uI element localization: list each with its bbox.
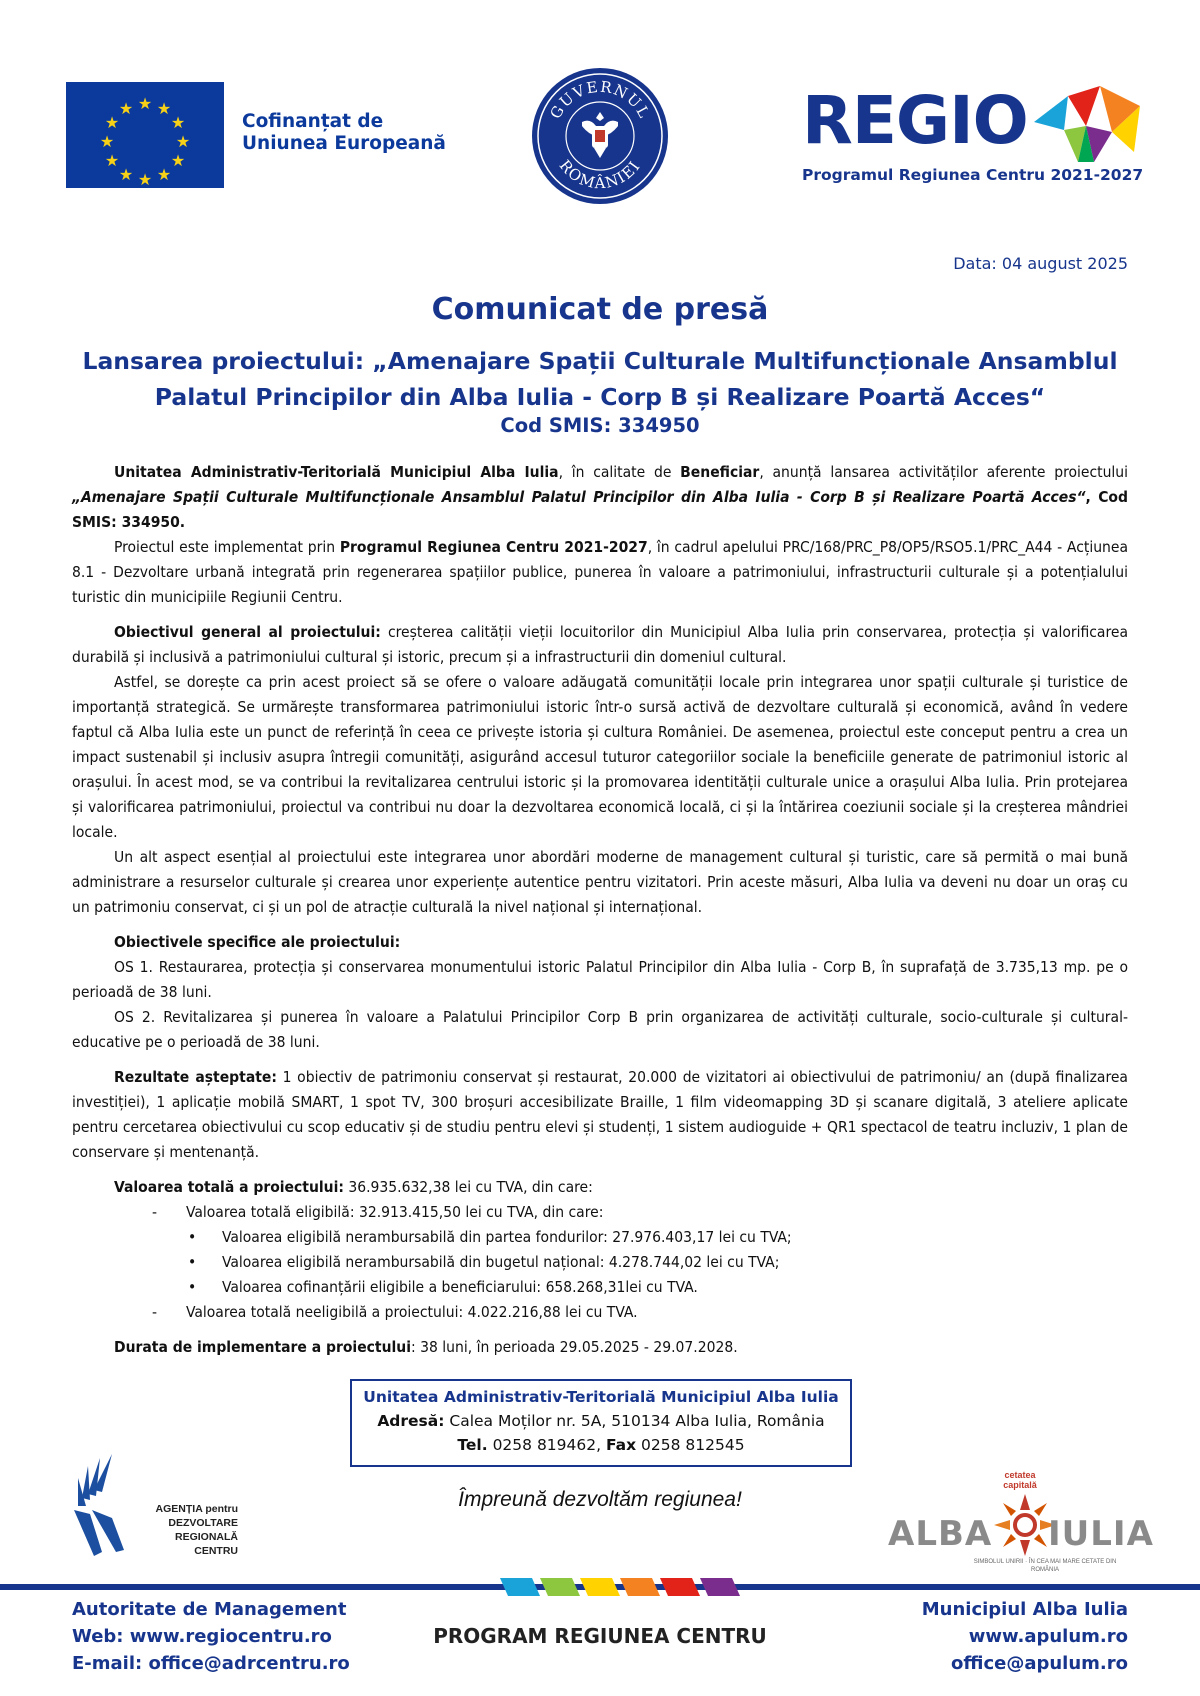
- adr-line4: CENTRU: [194, 1545, 238, 1557]
- cofinancing-value: Valoarea cofinanțării eligibile a beneficiarului: 658.268,31lei cu TVA.: [222, 1278, 698, 1296]
- svg-text:★: ★: [137, 170, 153, 188]
- footer-municipality-name: Municipiul Alba Iulia: [921, 1599, 1128, 1620]
- text-run: : 38 luni, în perioada 29.05.2025 - 29.07.2028.: [411, 1338, 738, 1356]
- contact-box: [350, 1379, 852, 1467]
- footer-municipality-email[interactable]: office@apulum.ro: [951, 1653, 1128, 1674]
- adr-line2: DEZVOLTARE: [168, 1517, 238, 1529]
- regio-logo: [802, 82, 1144, 196]
- eu-flag: [66, 82, 224, 188]
- text-run: Proiectul este implementat prin: [114, 538, 340, 556]
- contact-phone: [352, 1433, 850, 1457]
- eligible-value: Valoarea totală eligibilă: 32.913.415,50 lei cu TVA, din care:: [186, 1203, 604, 1221]
- footer-municipality-web[interactable]: www.apulum.ro: [968, 1626, 1128, 1647]
- paragraph-total-value: [72, 1175, 1128, 1200]
- fax-label: Fax: [605, 1436, 637, 1454]
- footer-stripe: [0, 1578, 1200, 1596]
- project-title-line1: Lansarea proiectului: „Amenajare Spații Culturale Multifuncționale Ansamblul: [82, 347, 1118, 375]
- fax-value: 0258 812545: [636, 1436, 745, 1454]
- text-run: creșterea calității vieții locuitorilor din Municipiul Alba Iulia prin conservarea, protecția și valorificarea durabilă și inclusivă a patrimoniului cultural și istoric, precum și a infrastructurii din domeniul cultural.: [72, 623, 1128, 666]
- bullet-marker: •: [188, 1228, 197, 1246]
- footer-municipality: [808, 1596, 1128, 1677]
- program-name: Programul Regiunea Centru 2021-2027: [339, 538, 648, 556]
- footer-web-link[interactable]: Web: www.regiocentru.ro: [72, 1626, 332, 1647]
- list-item: [72, 1225, 1128, 1250]
- svg-text:★: ★: [118, 99, 134, 118]
- general-objective-label: Obiectivul general al proiectului:: [114, 623, 381, 641]
- bullet-marker: •: [188, 1253, 197, 1271]
- national-budget-value: Valoarea eligibilă nerambursabilă din bugetul național: 4.278.744,02 lei cu TVA;: [222, 1253, 780, 1271]
- address-label: Adresă:: [377, 1412, 445, 1430]
- ineligible-value: Valoarea totală neeligibilă a proiectului: 4.022.216,88 lei cu TVA.: [186, 1303, 638, 1321]
- bullet-marker: •: [188, 1278, 197, 1296]
- list-item: [72, 1200, 1128, 1300]
- phone-label: Tel.: [457, 1436, 488, 1454]
- svg-text:★: ★: [156, 99, 172, 118]
- eu-text-line1: Cofinanțat de: [242, 111, 384, 132]
- iulia-word: IULIA: [1048, 1514, 1154, 1554]
- svg-text:★: ★: [170, 113, 186, 132]
- government-seal: [530, 66, 670, 206]
- alba-top-line2: capitală: [1003, 1480, 1037, 1490]
- government-seal-icon: [530, 66, 670, 206]
- contact-title: Unitatea Administrativ-Teritorială Municipiul Alba Iulia: [363, 1388, 839, 1406]
- press-release-body: [72, 460, 1128, 1360]
- project-title-line2: Palatul Principilor din Alba Iulia - Corp B și Realizare Poartă Acces“: [154, 383, 1046, 411]
- text-run: 1 obiectiv de patrimoniu conservat și restaurat, 20.000 de vizitatori ai obiectivului de patrimoniu/ an (după finalizarea investiției), 1 aplicație mobilă SMART, 1 spot TV, 300 broșuri accesibilizate Braille, 1 film videomapping 3D și scanare digitală, 3 ateliere aplicate pentru cercetarea obiectivului cu scop educativ și de studiu pentru elevi și studenți, 1 sistem audioguide + QR1 spectacol de teatru incluziv, 1 plan de conservare și mentenanță.: [72, 1068, 1128, 1161]
- address-value: Calea Moților nr. 5A, 510134 Alba Iulia, România: [444, 1412, 825, 1430]
- specific-objectives-label: Obiectivele specifice ale proiectului:: [114, 933, 401, 951]
- svg-text:★: ★: [104, 151, 120, 170]
- footer-program-name: PROGRAM REGIUNEA CENTRU: [433, 1624, 767, 1648]
- objective-os1: OS 1. Restaurarea, protecția și conservarea monumentului istoric Palatul Principilor din Alba Iulia - Corp B, în suprafață de 3.735,13 mp. pe o perioadă de 38 luni.: [72, 958, 1128, 1001]
- list-item: [72, 1275, 1128, 1300]
- dash-marker: -: [152, 1303, 158, 1321]
- capital-citadel-label: [1000, 1470, 1040, 1490]
- eu-stars-icon: [66, 82, 224, 188]
- value-breakdown-list: [72, 1200, 1128, 1325]
- svg-text:★: ★: [156, 165, 172, 184]
- svg-text:★: ★: [170, 151, 186, 170]
- slogan: Împreună dezvoltăm regiunea!: [458, 1488, 742, 1511]
- eu-cofinance-text: [242, 111, 462, 155]
- phone-value: 0258 819462,: [487, 1436, 606, 1454]
- beneficiary-label: Beneficiar: [680, 463, 760, 481]
- total-value-label: Valoarea totală a proiectului:: [114, 1178, 344, 1196]
- objective-os2: OS 2. Revitalizarea și punerea în valoare a Palatului Principilor Corp B prin organizarea de activități culturale, socio-culturale și cultural-educative pe o perioadă de 38 luni.: [72, 1008, 1128, 1051]
- svg-text:★: ★: [175, 132, 191, 151]
- eu-text-line2: Uniunea Europeană: [242, 133, 446, 154]
- regio-wordmark: REGIO: [802, 82, 1028, 159]
- adr-line1: AGENȚIA pentru: [155, 1503, 238, 1515]
- smis-inline: , Cod SMIS: 334950.: [72, 488, 1128, 531]
- list-item: [72, 1250, 1128, 1275]
- footer-email-link[interactable]: E-mail: office@adrcentru.ro: [72, 1653, 350, 1674]
- footer-authority: Autoritate de Management: [72, 1599, 347, 1620]
- alba-tagline: SIMBOLUL UNIRII · ÎN CEA MAI MARE CETATE DIN ROMÂNIA: [973, 1559, 1117, 1573]
- seal-bottom-text: ROMÂNIEI: [555, 156, 645, 193]
- adr-line3: REGIONALĂ: [175, 1531, 238, 1543]
- svg-text:★: ★: [118, 165, 134, 184]
- text-run: 36.935.632,38 lei cu TVA, din care:: [343, 1178, 593, 1196]
- paragraph-results: [72, 1065, 1128, 1165]
- regio-subtitle: Programul Regiunea Centru 2021-2027: [802, 166, 1144, 184]
- text-run: , anunță lansarea activităților aferente proiectului: [759, 463, 1129, 481]
- list-item: [72, 1300, 1128, 1325]
- alba-word: ALBA: [888, 1514, 993, 1554]
- paragraph-intro: [72, 460, 1128, 535]
- contact-address: [352, 1409, 850, 1433]
- paragraph-duration: [72, 1335, 1128, 1360]
- page-title: Comunicat de presă: [431, 292, 769, 327]
- smis-code: Cod SMIS: 334950: [500, 414, 700, 437]
- svg-text:★: ★: [104, 113, 120, 132]
- document-date: Data: 04 august 2025: [953, 254, 1128, 273]
- paragraph-value-added: Astfel, se dorește ca prin acest proiect să se ofere o valoare adăugată comunității locale prin integrarea unor spații culturale și turistice de importanță strategică. Se urmărește transformarea patrimoniului istoric într-o sursă activă de dezvoltare culturală și economică, având în vedere faptul că Alba Iulia este un punct de referință în ceea ce privește istoria și cultura României. De asemenea, proiectul este conceput pentru a crea un impact sustenabil și inclusiv asupra întregii comunități, asigurând accesul tuturor categoriilor sociale la beneficiile generate de patrimoniul istoric al orașului. În acest mod, se va contribui la revitalizarea centrului istoric și la promovarea identității culturale unice a orașului Alba Iulia. Prin protejarea și valorificarea patrimoniului, proiectul va contribui nu doar la dezvoltarea economică locală, ci și la întărirea coeziunii sociale și la creșterea mândriei locale.: [72, 673, 1128, 841]
- paragraph-general-objective: [72, 620, 1128, 670]
- alba-iulia-logo: [880, 1470, 1154, 1575]
- adr-logo-text: [118, 1502, 238, 1558]
- funds-value: Valoarea eligibilă nerambursabilă din partea fondurilor: 27.976.403,17 lei cu TVA;: [222, 1228, 792, 1246]
- seal-top-text: GUVERNUL: [546, 77, 654, 122]
- dash-marker: -: [152, 1203, 158, 1221]
- paragraph-program: [72, 535, 1128, 610]
- svg-text:★: ★: [99, 132, 115, 151]
- duration-label: Durata de implementare a proiectului: [114, 1338, 412, 1356]
- eligible-sub-list: [186, 1225, 1128, 1300]
- specific-objectives-header: [72, 930, 1128, 955]
- project-title: [60, 343, 1140, 415]
- text-run: , în cadrul apelului PRC/168/PRC_P8/OP5/RSO5.1/PRC_A44 - Acțiunea 8.1 - Dezvoltare urbană integrată prin regenerarea spațiilor publice, punerea în valoare a patrimoniului, infrastructurii culturale și a potențialului turistic din municipiile Regiunii Centru.: [72, 538, 1129, 606]
- results-label: Rezultate așteptate:: [114, 1068, 277, 1086]
- alba-top-line1: cetatea: [1004, 1470, 1036, 1480]
- regio-colorful-mark-icon: [1034, 86, 1140, 162]
- beneficiary-name: Unitatea Administrativ-Teritorială Municipiul Alba Iulia: [114, 463, 559, 481]
- project-name-italic: „Amenajare Spații Culturale Multifuncționale Ansamblul Palatul Principilor din Alba Iulia - Corp B și Realizare Poartă Acces“: [72, 488, 1086, 506]
- paragraph-management: Un alt aspect esențial al proiectului este integrarea unor abordări moderne de management cultural și turistic, care să permită o mai bună administrare a resurselor culturale și crearea unor experiențe autentice pentru vizitatori. Prin aceste măsuri, Alba Iulia va deveni nu doar un oraș cu un patrimoniu conservat, ci și un pol de atracție culturală la nivel național și internațional.: [72, 848, 1128, 916]
- svg-text:★: ★: [137, 94, 153, 113]
- text-run: , în calitate de: [558, 463, 681, 481]
